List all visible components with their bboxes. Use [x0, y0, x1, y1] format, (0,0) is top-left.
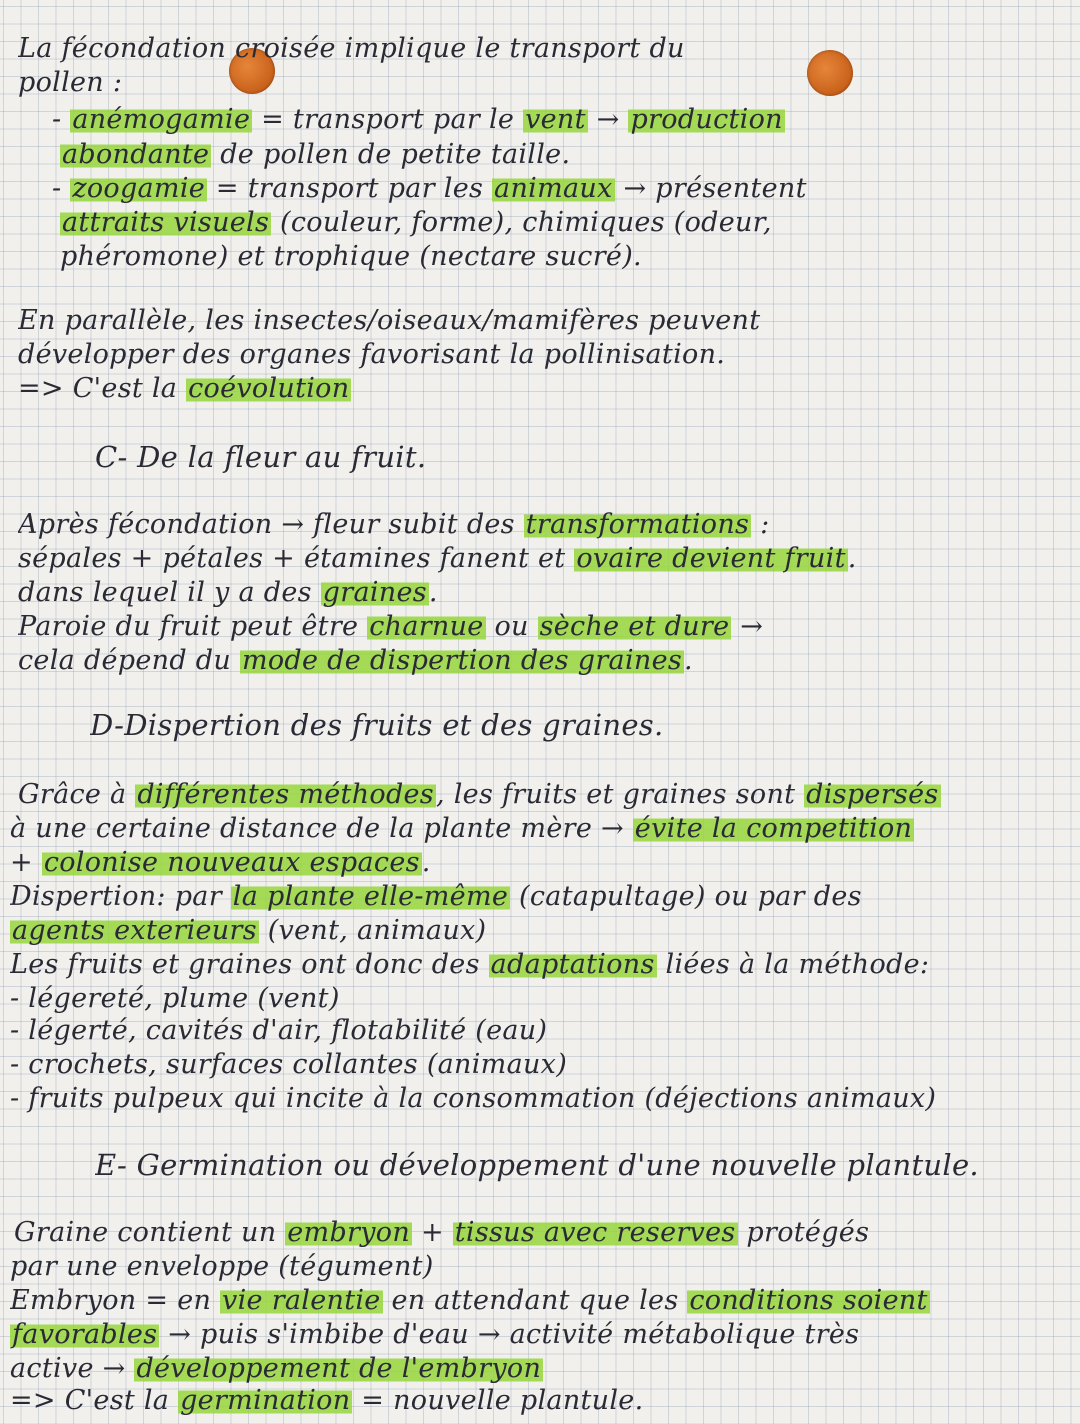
highlighted-term: sèche et dure: [539, 611, 730, 642]
text-segment: en attendant que les: [382, 1285, 688, 1316]
highlighted-term: colonise nouveaux espaces: [43, 847, 420, 878]
text-line: [14, 1216, 1080, 1250]
text-segment: protégés: [737, 1217, 870, 1248]
highlighted-term: la plante elle-même: [232, 881, 509, 912]
text-segment: = transport par le: [252, 104, 524, 135]
highlighted-term: attraits visuels: [62, 207, 270, 238]
text-segment: En parallèle, les insectes/oiseaux/mamifères peuvent: [18, 305, 761, 336]
text-line: [10, 1318, 1080, 1352]
text-segment: par une enveloppe (tégument): [10, 1251, 434, 1282]
highlighted-term: développement de l'embryon: [136, 1353, 542, 1384]
text-line: [10, 1284, 1080, 1318]
highlighted-term: embryon: [287, 1217, 411, 1248]
text-line: [18, 66, 1080, 100]
text-line: [10, 1352, 1080, 1386]
highlighted-term: transformations: [525, 509, 750, 540]
highlighted-term: évite la competition: [634, 813, 913, 844]
highlighted-term: abondante: [62, 139, 210, 170]
text-segment: -: [52, 173, 71, 204]
text-segment: active →: [10, 1353, 135, 1384]
text-segment: .: [847, 543, 857, 574]
text-segment: = transport par les: [207, 173, 493, 204]
highlighted-term: vie ralentie: [222, 1285, 381, 1316]
text-segment: , les fruits et graines sont: [435, 779, 805, 810]
text-line: [18, 778, 1080, 812]
section-heading: [95, 1148, 1080, 1182]
text-line: [10, 812, 1080, 846]
text-segment: => C'est la: [18, 373, 187, 404]
text-line: [18, 508, 1080, 542]
text-segment: phéromone) et trophique (nectare sucré).: [60, 241, 642, 272]
section-heading: [95, 440, 1080, 474]
text-segment: .: [428, 577, 438, 608]
list-item: [52, 172, 1080, 206]
text-segment: :: [751, 509, 770, 540]
text-segment: ou: [485, 611, 538, 642]
highlighted-term: tissus avec reserves: [454, 1217, 736, 1248]
text-segment: cela dépend du: [18, 645, 240, 676]
text-line: [10, 880, 1080, 914]
highlighted-term: adaptations: [490, 949, 655, 980]
highlighted-term: conditions soient: [689, 1285, 928, 1316]
text-line: [18, 542, 1080, 576]
text-segment: pollen :: [18, 67, 123, 98]
text-segment: (catapultage) ou par des: [510, 881, 862, 912]
text-segment: - crochets, surfaces collantes (animaux): [10, 1049, 568, 1080]
text-segment: Après fécondation → fleur subit des: [18, 509, 524, 540]
highlighted-term: dispersés: [806, 779, 939, 810]
text-segment: -: [52, 104, 71, 135]
list-item: [10, 1014, 1080, 1048]
text-line: [18, 32, 1080, 66]
text-segment: Dispertion: par: [10, 881, 231, 912]
list-item: [10, 982, 1080, 1016]
list-item: [10, 1048, 1080, 1082]
text-line: [18, 610, 1080, 644]
text-segment: E- Germination ou développement d'une nouvelle plantule.: [95, 1148, 979, 1182]
text-line: [18, 644, 1080, 678]
text-segment: Paroie du fruit peut être: [18, 611, 368, 642]
text-segment: .: [684, 645, 693, 676]
text-segment: à une certaine distance de la plante mère →: [10, 813, 633, 844]
text-segment: => C'est la: [10, 1385, 179, 1416]
highlighted-term: mode de dispertion des graines: [241, 645, 683, 676]
text-segment: Embryon = en: [10, 1285, 221, 1316]
text-segment: C- De la fleur au fruit.: [95, 440, 427, 474]
text-line: [18, 304, 1080, 338]
text-segment: développer des organes favorisant la pollinisation.: [18, 339, 726, 370]
text-segment: - fruits pulpeux qui incite à la consommation (déjections animaux): [10, 1083, 937, 1114]
text-line: [10, 914, 1080, 948]
text-line: [10, 948, 1080, 982]
highlighted-term: zoogamie: [72, 173, 206, 204]
highlighted-term: favorables: [12, 1319, 158, 1350]
text-segment: D-Dispertion des fruits et des graines.: [90, 708, 664, 742]
text-segment: .: [421, 847, 431, 878]
text-segment: →: [731, 611, 764, 642]
list-item: [52, 103, 1080, 137]
text-segment: - légereté, plume (vent): [10, 983, 340, 1014]
highlighted-term: production: [630, 104, 783, 135]
text-line: [18, 576, 1080, 610]
section-heading: [90, 708, 1080, 742]
text-segment: (vent, animaux): [258, 915, 487, 946]
text-segment: = nouvelle plantule.: [352, 1385, 644, 1416]
text-segment: → puis s'imbibe d'eau → activité métabolique très: [159, 1319, 860, 1350]
text-line: [10, 1250, 1080, 1284]
highlighted-term: agents exterieurs: [12, 915, 257, 946]
highlighted-term: ovaire devient fruit: [576, 543, 846, 574]
highlighted-term: coévolution: [188, 373, 350, 404]
highlighted-term: anémogamie: [72, 104, 251, 135]
text-segment: +: [412, 1217, 453, 1248]
text-segment: - légerté, cavités d'air, flotabilité (eau): [10, 1015, 548, 1046]
conclusion-line: [18, 372, 1080, 406]
text-segment: sépales + pétales + étamines fanent et: [18, 543, 575, 574]
text-line: [10, 846, 1080, 880]
text-segment: de pollen de petite taille.: [211, 139, 571, 170]
highlighted-term: germination: [180, 1385, 351, 1416]
text-segment: dans lequel il y a des: [18, 577, 321, 608]
text-line: [60, 206, 1080, 240]
text-line: [60, 240, 1080, 274]
text-segment: Graine contient un: [14, 1217, 286, 1248]
highlighted-term: vent: [525, 104, 586, 135]
text-line: [18, 338, 1080, 372]
text-segment: La fécondation croisée implique le transport du: [18, 33, 685, 64]
text-segment: +: [10, 847, 42, 878]
highlighted-term: animaux: [494, 173, 613, 204]
text-segment: →: [587, 104, 629, 135]
conclusion-line: [10, 1384, 1080, 1418]
text-segment: → présentent: [614, 173, 807, 204]
text-segment: liées à la méthode:: [656, 949, 930, 980]
text-line: [60, 138, 1080, 172]
highlighted-term: charnue: [369, 611, 484, 642]
highlighted-term: graines: [322, 577, 427, 608]
text-segment: Grâce à: [18, 779, 136, 810]
text-segment: (couleur, forme), chimiques (odeur,: [271, 207, 772, 238]
highlighted-term: différentes méthodes: [137, 779, 434, 810]
text-segment: Les fruits et graines ont donc des: [10, 949, 489, 980]
list-item: [10, 1082, 1080, 1116]
